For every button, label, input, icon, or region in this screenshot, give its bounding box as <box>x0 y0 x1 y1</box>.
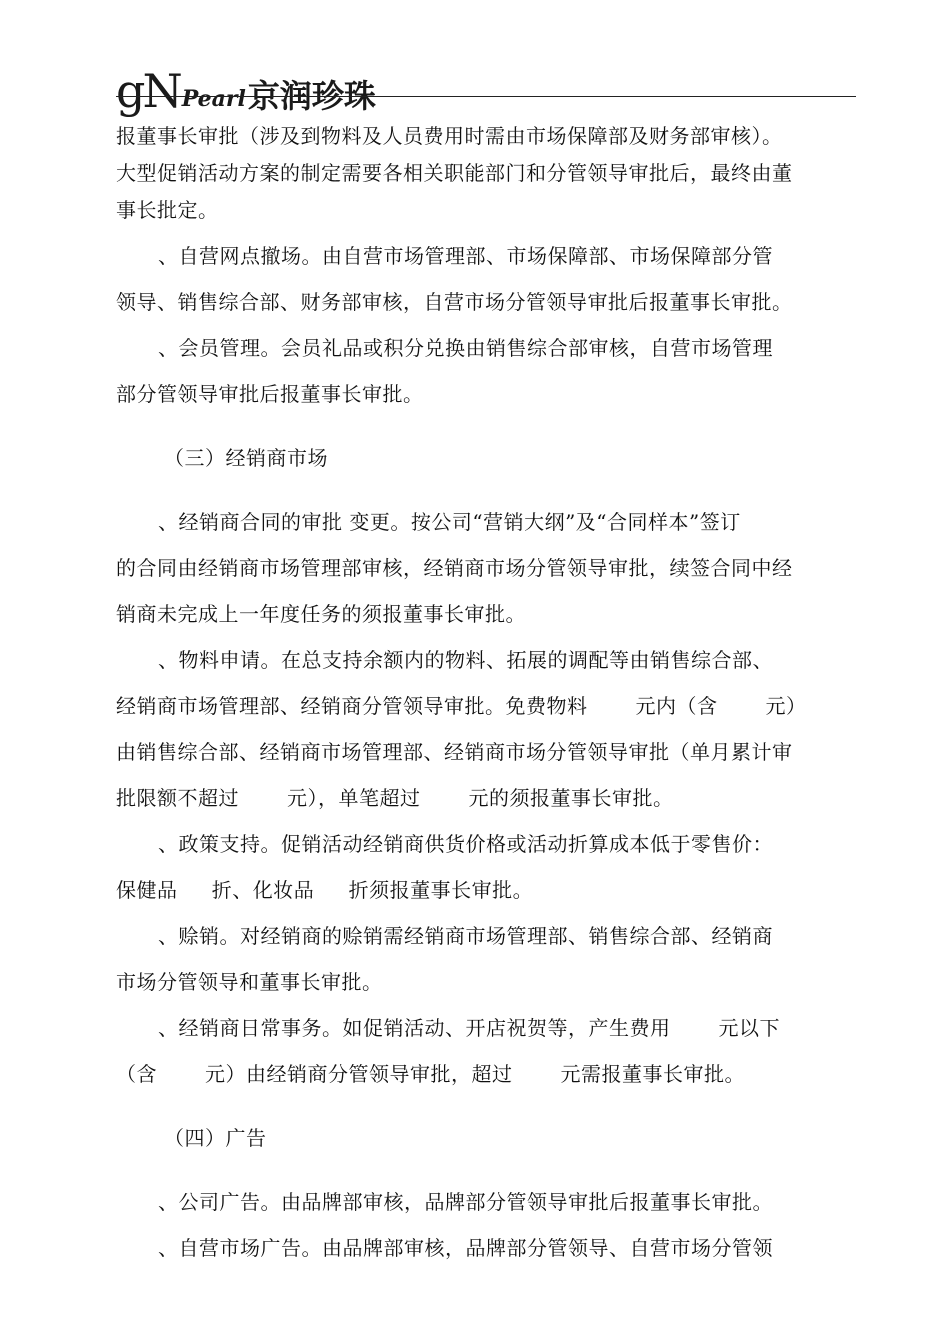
company-logo <box>116 64 376 118</box>
section-heading: （三）经销商市场 <box>164 446 328 470</box>
paragraph-start: 、会员管理。会员礼品或积分兑换由销售综合部审核，自营市场管理 <box>158 336 773 360</box>
paragraph-start: 、经销商日常事务。如促销活动、开店祝贺等，产生费用 元以下 <box>158 1016 781 1040</box>
paragraph-start: 、公司广告。由品牌部审核，品牌部分管领导审批后报董事长审批。 <box>158 1190 773 1214</box>
logo-pearl-text: Pearl <box>181 86 246 112</box>
logo-mark: gN <box>116 64 180 118</box>
paragraph-start: 、物料申请。在总支持余额内的物料、拓展的调配等由销售综合部、 <box>158 648 773 672</box>
paragraph-start: 、赊销。对经销商的赊销需经销商市场管理部、销售综合部、经销商 <box>158 924 773 948</box>
text-line: 报董事长审批（涉及到物料及人员费用时需由市场保障部及财务部审核）。 <box>116 124 783 148</box>
paragraph-start: 、自营市场广告。由品牌部审核，品牌部分管领导、自营市场分管领 <box>158 1236 773 1260</box>
text-line: （含 元）由经销商分管领导审批，超过 元需报董事长审批。 <box>116 1062 746 1086</box>
text-line: 部分管领导审批后报董事长审批。 <box>116 382 424 406</box>
section-heading: （四）广告 <box>164 1126 267 1150</box>
header-divider <box>116 96 856 97</box>
text-line: 批限额不超过 元），单笔超过 元的须报董事长审批。 <box>116 786 674 810</box>
logo-chinese-name: 京润珍珠 <box>247 77 376 115</box>
text-line: 领导、销售综合部、财务部审核，自营市场分管领导审批后报董事长审批。 <box>116 290 793 314</box>
page-header <box>116 64 856 118</box>
text-line: 由销售综合部、经销商市场管理部、经销商市场分管领导审批（单月累计审 <box>116 740 793 764</box>
text-line: 经销商市场管理部、经销商分管领导审批。免费物料 元内（含 元） <box>116 694 807 718</box>
paragraph-start: 、经销商合同的审批 变更。按公司“营销大纲”及“合同样本”签订 <box>158 510 741 534</box>
document-body <box>116 118 856 1267</box>
text-line: 保健品 折、化妆品 折须报董事长审批。 <box>116 878 534 902</box>
text-line: 市场分管领导和董事长审批。 <box>116 970 383 994</box>
paragraph-start: 、自营网点撤场。由自营市场管理部、市场保障部、市场保障部分管 <box>158 244 773 268</box>
paragraph-start: 、政策支持。促销活动经销商供货价格或活动折算成本低于零售价： <box>158 832 773 856</box>
text-line: 的合同由经销商市场管理部审核，经销商市场分管领导审批，续签合同中经 <box>116 556 793 580</box>
text-line: 事长批定。 <box>116 198 219 222</box>
text-line: 销商未完成上一年度任务的须报董事长审批。 <box>116 602 526 626</box>
text-line: 大型促销活动方案的制定需要各相关职能部门和分管领导审批后，最终由董 <box>116 161 793 185</box>
